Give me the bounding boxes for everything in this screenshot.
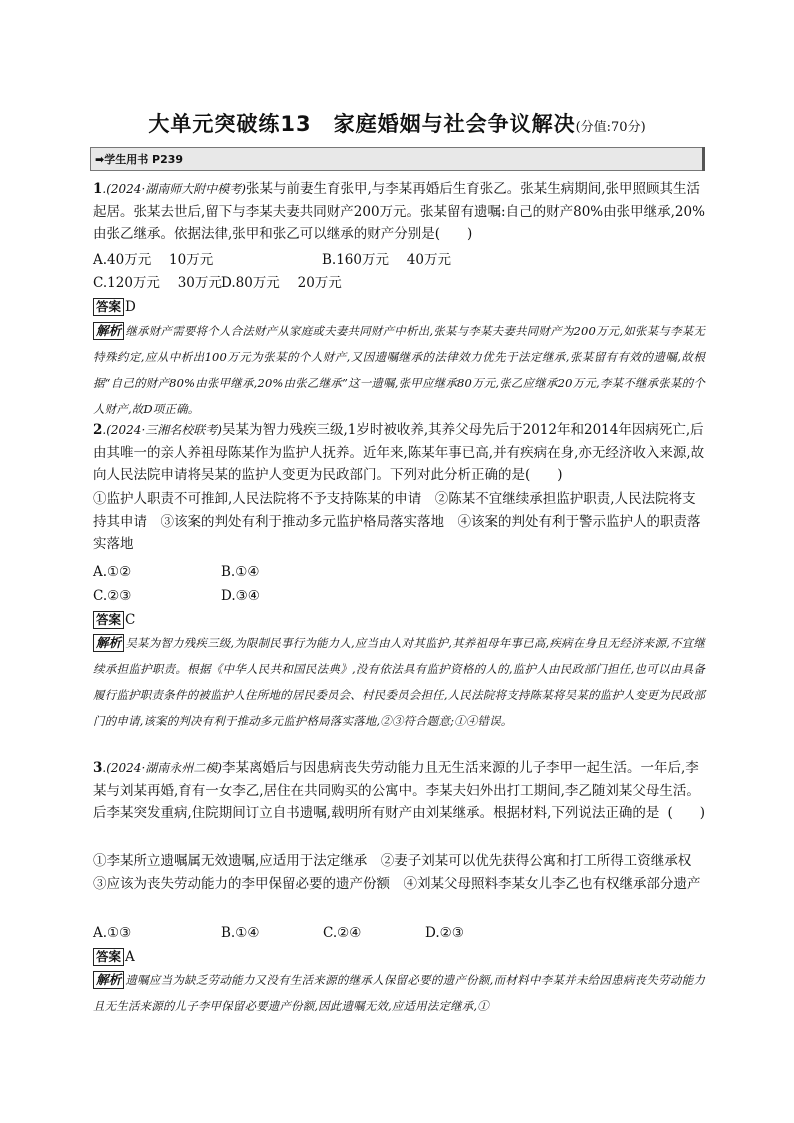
title-main: 大单元突破练13 家庭婚姻与社会争议解决 [148,112,576,136]
option-d: D.80万元 20万元 [221,275,342,291]
question-number: 2 [93,422,103,438]
question-1 [93,178,705,246]
option-a: A.40万元 10万元 [93,252,214,268]
option-a: A.①② [93,564,132,580]
option-d: D.③④ [221,588,260,604]
option-c: C.120万元 30万元 [93,275,222,291]
answer-value: C [125,612,136,628]
answer-line [93,946,135,968]
answer-tag: 答案 [93,948,124,966]
explanation-text: 遗嘱应当为缺乏劳动能力又没有生活来源的继承人保留必要的遗产份额,而材料中李某并未给因患病丧失劳动能力且无生活来源的儿子李甲保留必要遗产份额,因此遗嘱无效,应适用法定继承,① [93,973,705,1013]
question-stem: 张某与前妻生育张甲,与李某再婚后生育张乙。张某生病期间,张甲照顾其生活起居。张某去世后,留下与李某夫妻共同财产200万元。张某留有遗嘱:自己的财产80%由张甲继承,20%由张乙继承。依据法律,张甲和张乙可以继承的财产分别是( ) [93,181,705,242]
book-reference: ➡学生用书 P239 [95,153,184,166]
option-d: D.②③ [425,925,464,941]
question-stem: 吴某为智力残疾三级,1岁时被收养,其养父母先后于2012年和2014年因病死亡,后由其唯一的亲人养祖母陈某作为监护人抚养。近年来,陈某年事已高,并有疾病在身,亦无经济收入来源,故向人民法院申请将吴某的监护人变更为民政部门。下列对此分析正确的是( ) [93,422,705,483]
answer-tag: 答案 [93,298,124,316]
bar-edge [702,147,705,171]
answer-value: D [125,299,136,315]
explanation-text: 吴某为智力残疾三级,为限制民事行为能力人,应当由人对其监护,其养祖母年事已高,疾病在身且无经济来源,不宜继续承担监护职责。根据《中华人民共和国民法典》,没有依法具有监护资格的人的,监护人由民政部门担任,也可以由具备履行监护职责条件的被监护人住所地的居民委员会、村民委员会担任,人民法院将支持陈某将吴某的监护人变更为民政部门的申请,该案的判决有利于推动多元监护格局落实落地,②③符合题意;①④错误。 [93,636,705,728]
title-score: (分值:70分) [575,120,646,135]
answer-line [93,609,135,631]
explain-tag: 解析 [93,971,124,989]
book-reference-bar [90,147,704,171]
answer-line [93,296,136,318]
statements: ①监护人职责不可推卸,人民法院将不予支持陈某的申请 ②陈某不宜继续承担监护职责,人民法院将支持其申请 ③该案的判处有利于推动多元监护格局落实落地 ④该案的判处有利于警示监护人的职责落实落地 [93,491,701,552]
explain-tag: 解析 [93,634,124,652]
explanation [93,967,705,1019]
question-3 [93,757,705,825]
question-number: 1 [93,181,103,197]
question-source: .(2024·三湘名校联考) [102,423,222,437]
question-stem: 李某离婚后与因患病丧失劳动能力且无生活来源的儿子李甲一起生活。一年后,李某与刘某再婚,育有一女李乙,居住在共同购买的公寓中。李某夫妇外出打工期间,李乙随刘某父母生活。后李某突发重病,住院期间订立自书遗嘱,载明所有财产由刘某继承。根据材料,下列说法正确的是 [93,760,700,821]
explanation-text: 继承财产需要将个人合法财产从家庭或夫妻共同财产中析出,张某与李某夫妻共同财产为200万元,如张某与李某无特殊约定,应从中析出100万元为张某的个人财产,又因遗嘱继承的法律效力优先于法定继承,张某留有有效的遗嘱,故根据“自己的财产80%由张甲继承,20%由张乙继承”这一遗嘱,张甲应继承80万元,张乙应继承20万元,李某不继承张某的个人财产,故D项正确。 [93,324,705,416]
option-b: B.160万元 40万元 [322,252,451,268]
statements: ①李某所立遗嘱属无效遗嘱,应适用于法定继承 ②妻子刘某可以优先获得公寓和打工所得工资继承权 ③应该为丧失劳动能力的李甲保留必要的遗产份额 ④刘某父母照料李某女儿李乙也有权继承部分遗产 [93,853,705,892]
answer-paren: ( ) [667,805,705,821]
answer-value: A [125,949,135,965]
option-a: A.①③ [93,925,132,941]
option-c: C.②④ [323,925,362,941]
option-b: B.①④ [221,564,260,580]
answer-tag: 答案 [93,611,124,629]
explain-tag: 解析 [93,322,124,340]
question-source: .(2024·湖南永州二模) [102,761,222,775]
question-source: .(2024·湖南师大附中模考) [102,182,246,196]
page-title [0,108,794,138]
explanation [93,630,705,734]
option-b: B.①④ [221,925,260,941]
question-2 [93,419,705,487]
option-c: C.②③ [93,588,132,604]
question-number: 3 [93,760,103,776]
explanation [93,318,705,422]
